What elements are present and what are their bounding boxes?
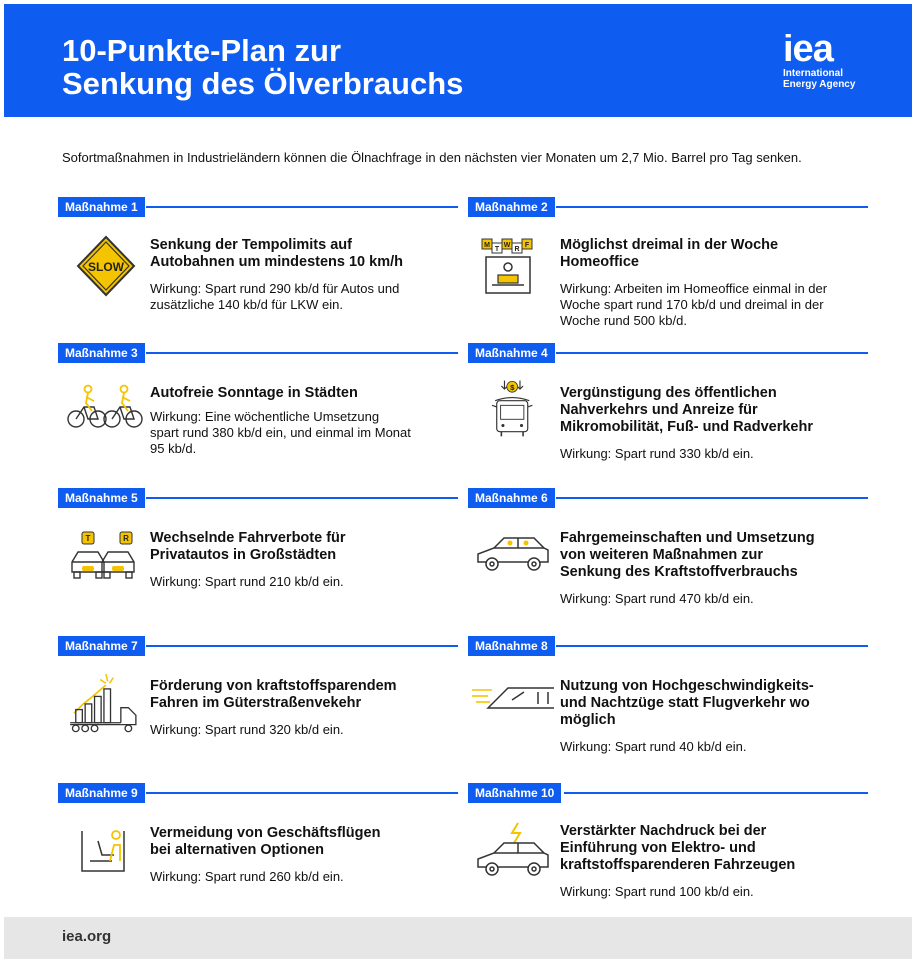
footer-link[interactable]: iea.org [62, 928, 112, 945]
measure-tag: Maßnahme 2 [468, 197, 555, 217]
title-line: 10-Punkte-Plan zur [62, 33, 342, 68]
title-line: kraftstoffsparenderen Fahrzeugen [560, 857, 796, 873]
measure-5 [58, 488, 458, 589]
measure-tag: Maßnahme 5 [58, 488, 145, 508]
measure-title [150, 237, 455, 271]
measure-header [468, 488, 868, 508]
title-line: Vermeidung von Geschäftsflügen [150, 825, 381, 841]
measure-10 [468, 783, 868, 899]
iea-logo [783, 34, 883, 90]
title-line: Förderung von kraftstoffsparendem [150, 678, 397, 694]
effect-line: Wirkung: Spart rund 290 kb/d für Autos und [150, 281, 400, 296]
title-line: Homeoffice [560, 254, 639, 270]
measure-rule [146, 352, 458, 354]
measure-header [468, 783, 868, 803]
title-line: Senkung des Kraftstoffverbrauchs [560, 564, 798, 580]
measure-rule [556, 497, 868, 499]
page-title [62, 34, 463, 100]
logo-text [783, 68, 883, 90]
measure-tag: Maßnahme 4 [468, 343, 555, 363]
measure-tag: Maßnahme 10 [468, 783, 561, 803]
measure-effect [150, 722, 450, 738]
effect-line: Wirkung: Spart rund 330 kb/d ein. [560, 446, 754, 461]
logo-line: Energy Agency [783, 79, 856, 90]
effect-line: Wirkung: Spart rund 260 kb/d ein. [150, 869, 344, 884]
effect-line: Wirkung: Eine wöchentliche Umsetzung [150, 409, 380, 424]
effect-line: Wirkung: Spart rund 210 kb/d ein. [150, 574, 344, 589]
measure-header [58, 783, 458, 803]
title-line: Nahverkehrs und Anreize für [560, 402, 758, 418]
measure-title [560, 678, 865, 729]
measure-rule [556, 645, 868, 647]
bicycles-icon [62, 379, 144, 441]
effect-line: Wirkung: Arbeiten im Homeoffice einmal in der [560, 281, 828, 296]
title-line: Vergünstigung des öffentlichen [560, 385, 777, 401]
title-line: Autofreie Sonntage in Städten [150, 385, 358, 401]
title-line: Fahrgemeinschaften und Umsetzung [560, 530, 815, 546]
header-banner [4, 4, 912, 117]
measure-effect [560, 884, 860, 900]
effect-line: 95 kb/d. [150, 441, 197, 456]
title-line: Nutzung von Hochgeschwindigkeits- [560, 678, 814, 694]
measure-tag: Maßnahme 1 [58, 197, 145, 217]
effect-line: Woche rund 500 kb/d. [560, 313, 687, 328]
title-line: Senkung des Ölverbrauchs [62, 66, 464, 101]
weekday-letter: F [524, 242, 530, 249]
slow-sign-icon [62, 235, 144, 297]
intro-text: Sofortmaßnahmen in Industrieländern können die Ölnachfrage in den nächsten vier Monaten um 2,7 Mio. Barrel pro Tag senken. [62, 150, 802, 165]
iea-logo-mark [783, 34, 869, 62]
title-line: Verstärkter Nachdruck bei der [560, 823, 767, 839]
home-office-icon [472, 235, 554, 297]
measure-title [150, 825, 455, 859]
measure-header [468, 197, 868, 217]
title-line: Möglichst dreimal in der Woche [560, 237, 779, 253]
measure-7 [58, 636, 458, 737]
measure-header [468, 343, 868, 363]
car-letter: R [123, 534, 129, 543]
carpool-icon [472, 528, 554, 590]
measure-title [150, 678, 455, 712]
title-line: Senkung der Tempolimits auf [150, 237, 352, 253]
measure-rule [146, 206, 458, 208]
measure-rule [556, 206, 868, 208]
weekday-letter: R [514, 246, 520, 253]
measure-tag: Maßnahme 7 [58, 636, 145, 656]
logo-line: International [783, 68, 844, 79]
measure-6 [468, 488, 868, 606]
title-line: Fahren im Güterstraßenvekehr [150, 695, 362, 711]
car-letter: T [85, 534, 91, 543]
electric-car-icon [472, 819, 554, 881]
weekday-letter: M [484, 242, 490, 249]
effect-line: spart rund 380 kb/d ein, und einmal im Monat [150, 425, 411, 440]
measure-rule [146, 497, 458, 499]
measure-header [58, 343, 458, 363]
measure-title [150, 385, 455, 402]
measure-effect [560, 281, 860, 329]
title-line: Wechselnde Fahrverbote für [150, 530, 346, 546]
title-line: möglich [560, 712, 616, 728]
measure-header [58, 636, 458, 656]
title-line: und Nachtzüge statt Flugverkehr wo [560, 695, 810, 711]
measure-effect [150, 281, 450, 313]
measure-4 [468, 343, 868, 461]
effect-line: Woche spart rund 170 kb/d und dreimal in der [560, 297, 824, 312]
measure-header [468, 636, 868, 656]
footer [4, 917, 912, 959]
measure-tag: Maßnahme 8 [468, 636, 555, 656]
title-line: Einführung von Elektro- und [560, 840, 756, 856]
measure-effect [560, 739, 860, 755]
measure-1 [58, 197, 458, 312]
measure-9 [58, 783, 458, 884]
measure-title [560, 237, 865, 271]
measure-3 [58, 343, 458, 456]
weekday-letter: T [494, 246, 500, 253]
measure-2 [468, 197, 868, 328]
measure-title [560, 385, 865, 436]
measure-tag: Maßnahme 6 [468, 488, 555, 508]
title-line: Privatautos in Großstädten [150, 547, 337, 563]
slow-sign-text: SLOW [88, 260, 124, 274]
title-line: Autobahnen um mindestens 10 km/h [150, 254, 403, 270]
measure-header [58, 197, 458, 217]
measure-effect [560, 591, 860, 607]
two-cars-icon [62, 528, 144, 590]
effect-line: Wirkung: Spart rund 320 kb/d ein. [150, 722, 344, 737]
effect-line: Wirkung: Spart rund 470 kb/d ein. [560, 591, 754, 606]
measure-effect [150, 409, 450, 457]
measure-rule [146, 645, 458, 647]
measure-rule [564, 792, 868, 794]
video-call-icon [62, 821, 144, 883]
weekday-letter: W [503, 242, 511, 249]
measure-8 [468, 636, 868, 754]
bus-icon [472, 379, 554, 441]
measure-tag: Maßnahme 3 [58, 343, 145, 363]
measure-title [560, 530, 865, 581]
title-line: von weiteren Maßnahmen zur [560, 547, 764, 563]
measure-header [58, 488, 458, 508]
measure-effect [150, 869, 450, 885]
effect-line: Wirkung: Spart rund 100 kb/d ein. [560, 884, 754, 899]
title-line: Mikromobilität, Fuß- und Radverkehr [560, 419, 813, 435]
measure-tag: Maßnahme 9 [58, 783, 145, 803]
measure-effect [150, 574, 450, 590]
effect-line: zusätzliche 140 kb/d für LKW ein. [150, 297, 343, 312]
train-icon [472, 674, 554, 736]
measure-title [560, 823, 865, 874]
effect-line: Wirkung: Spart rund 40 kb/d ein. [560, 739, 747, 754]
measure-title [150, 530, 455, 564]
currency-symbol: $ [510, 382, 515, 392]
measure-rule [146, 792, 458, 794]
title-line: bei alternativen Optionen [150, 842, 325, 858]
measure-effect [560, 446, 860, 462]
logo-mark-text: iea [783, 34, 833, 62]
truck-chart-icon [62, 672, 144, 734]
measure-rule [556, 352, 868, 354]
